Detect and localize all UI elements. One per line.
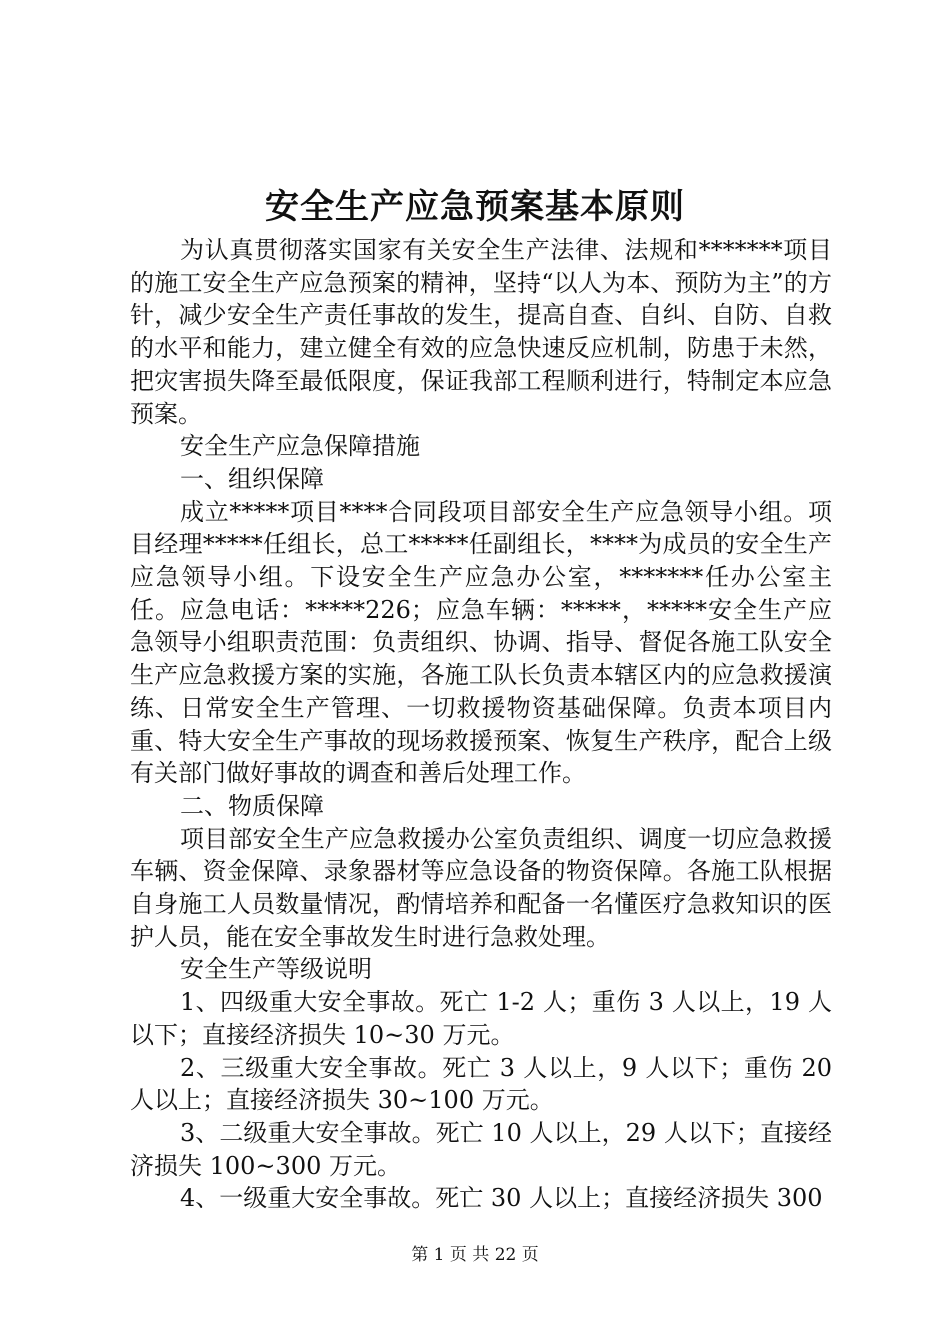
section-heading-levels: 安全生产等级说明	[180, 955, 372, 984]
document-title: 安全生产应急预案基本原则	[265, 187, 685, 227]
section-heading-organization: 一、组织保障	[180, 464, 324, 493]
intro-paragraph: 为认真贯彻落实国家有关安全生产法律、法规和*******项目的施工安全生产应急预案的精神，坚持“以人为本、预防为主”的方针，减少安全生产责任事故的发生，提高自查、自纠、自防、自救的水平和能力，建立健全有效的应急快速反应机制，防患于未然，把灾害损失降至最低限度，保证我部工程顺利进行，特制定本应急预案。	[130, 236, 832, 428]
section-heading-safety-measures: 安全生产应急保障措施	[180, 432, 420, 461]
level-item-3: 2、三级重大安全事故。死亡 3 人以上，9 人以下；重伤 20 人以上；直接经济损失 30~100 万元。	[130, 1053, 832, 1115]
level-item-4: 1、四级重大安全事故。死亡 1-2 人；重伤 3 人以上，19 人以下；直接经济损失 10~30 万元。	[130, 988, 832, 1049]
page-footer: 第 1 页 共 22 页	[411, 1245, 539, 1265]
level-item-2: 3、二级重大安全事故。死亡 10 人以上，29 人以下；直接经济损失 100~300 万元。	[130, 1118, 832, 1180]
level-item-1: 4、一级重大安全事故。死亡 30 人以上；直接经济损失 300	[180, 1184, 823, 1213]
material-paragraph: 项目部安全生产应急救援办公室负责组织、调度一切应急救援车辆、资金保障、录象器材等应急设备的物资保障。各施工队根据自身施工人员数量情况，酌情培养和配备一名懂医疗急救知识的医护人员，能在安全事故发生时进行急救处理。	[130, 824, 832, 951]
organization-paragraph: 成立*****项目****合同段项目部安全生产应急领导小组。项目经理*****任组长，总工*****任副组长，****为成员的安全生产应急领导小组。下设安全生产应急办公室，*******任办公室主任。应急电话：*****226；应急车辆：*****，*****安全生产应急领导小组职责范围：负责组织、协调、指导、督促各施工队安全生产应急救援方案的实施，各施工队长负责本辖区内的应急救援演练、日常安全生产管理、一切救援物资基础保障。负责本项目内重、特大安全生产事故的现场救援预案、恢复生产秩序，配合上级有关部门做好事故的调查和善后处理工作。	[130, 497, 832, 788]
document-body	[130, 234, 832, 1215]
section-heading-material: 二、物质保障	[180, 791, 324, 820]
